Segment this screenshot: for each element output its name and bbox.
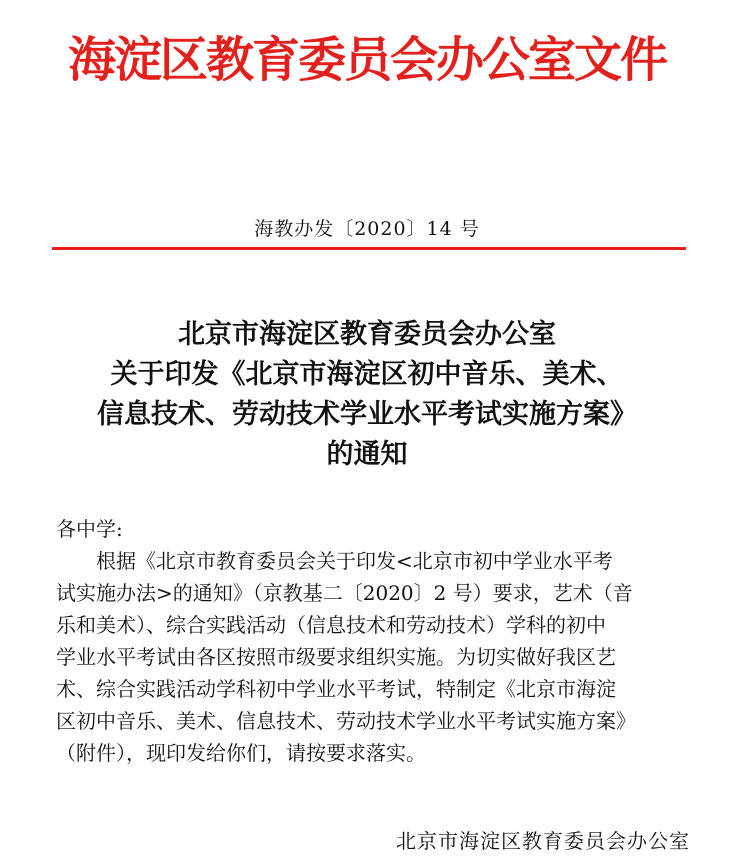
body-line: 术、综合实践活动学科初中学业水平考试，特制定《北京市海淀 xyxy=(56,677,616,701)
notice-title xyxy=(0,315,734,475)
red-divider-rule xyxy=(52,247,686,250)
body-line: 区初中音乐、美术、信息技术、劳动技术学业水平考试实施方案》 xyxy=(56,709,636,733)
body-line: 试实施办法>的通知》（京教基二〔2020〕2 号）要求，艺术（音 xyxy=(56,581,633,605)
salutation: 各中学: xyxy=(56,517,123,541)
masthead-title: 海淀区教育委员会办公室文件 xyxy=(67,32,666,88)
title-line: 的通知 xyxy=(326,439,408,470)
title-line: 关于印发《北京市海淀区初中音乐、美术、 xyxy=(110,359,624,390)
body-line: （附件），现印发给你们，请按要求落实。 xyxy=(56,741,426,765)
body-line: 乐和美术）、综合实践活动（信息技术和劳动技术）学科的初中 xyxy=(56,613,606,637)
body-line: 学业水平考试由各区按照市级要求组织实施。为切实做好我区艺 xyxy=(56,645,616,669)
title-line: 北京市海淀区教育委员会办公室 xyxy=(178,319,556,350)
signature-issuer: 北京市海淀区教育委员会办公室 xyxy=(396,829,690,853)
document-number: 海教办发〔2020〕14 号 xyxy=(254,218,480,240)
title-line: 信息技术、劳动技术学业水平考试实施方案》 xyxy=(97,399,637,430)
body-line: 根据《北京市教育委员会关于印发<北京市初中学业水平考 xyxy=(96,549,613,573)
